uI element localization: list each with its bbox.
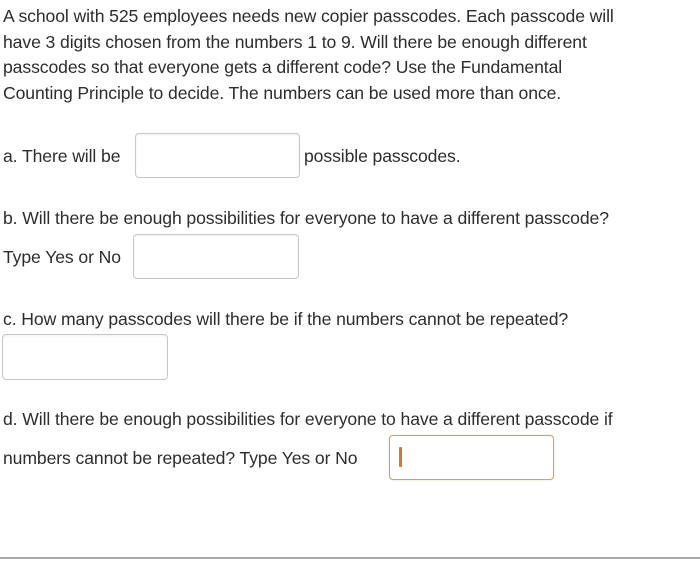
part-a-prefix: a. There will be	[3, 146, 121, 166]
part-b-question: b. Will there be enough possibilities for everyone to have a different passcode?	[3, 208, 609, 228]
part-d-prefix: numbers cannot be repeated? Type Yes or No	[3, 448, 358, 468]
text-caret	[399, 447, 402, 467]
prompt-line: Counting Principle to decide. The numbers can be used more than once.	[3, 82, 562, 103]
part-c-answer-input[interactable]	[2, 334, 168, 380]
bottom-divider	[0, 557, 700, 559]
prompt-line: have 3 digits chosen from the numbers 1 to 9. Will there be enough different	[3, 31, 587, 52]
part-b-answer-input[interactable]	[133, 234, 299, 279]
prompt-line: passcodes so that everyone gets a different code? Use the Fundamental	[3, 57, 563, 77]
part-a-answer-input[interactable]	[135, 133, 300, 178]
prompt-line: A school with 525 employees needs new copier passcodes. Each passcode will	[3, 6, 614, 26]
question-prompt	[3, 4, 683, 106]
part-d-question: d. Will there be enough possibilities for everyone to have a different passcode if	[3, 409, 613, 429]
part-a-suffix: possible passcodes.	[304, 146, 461, 166]
part-c-question: c. How many passcodes will there be if the numbers cannot be repeated?	[3, 309, 569, 329]
part-d-answer-input[interactable]	[389, 435, 554, 480]
part-b-prefix: Type Yes or No	[3, 247, 121, 267]
